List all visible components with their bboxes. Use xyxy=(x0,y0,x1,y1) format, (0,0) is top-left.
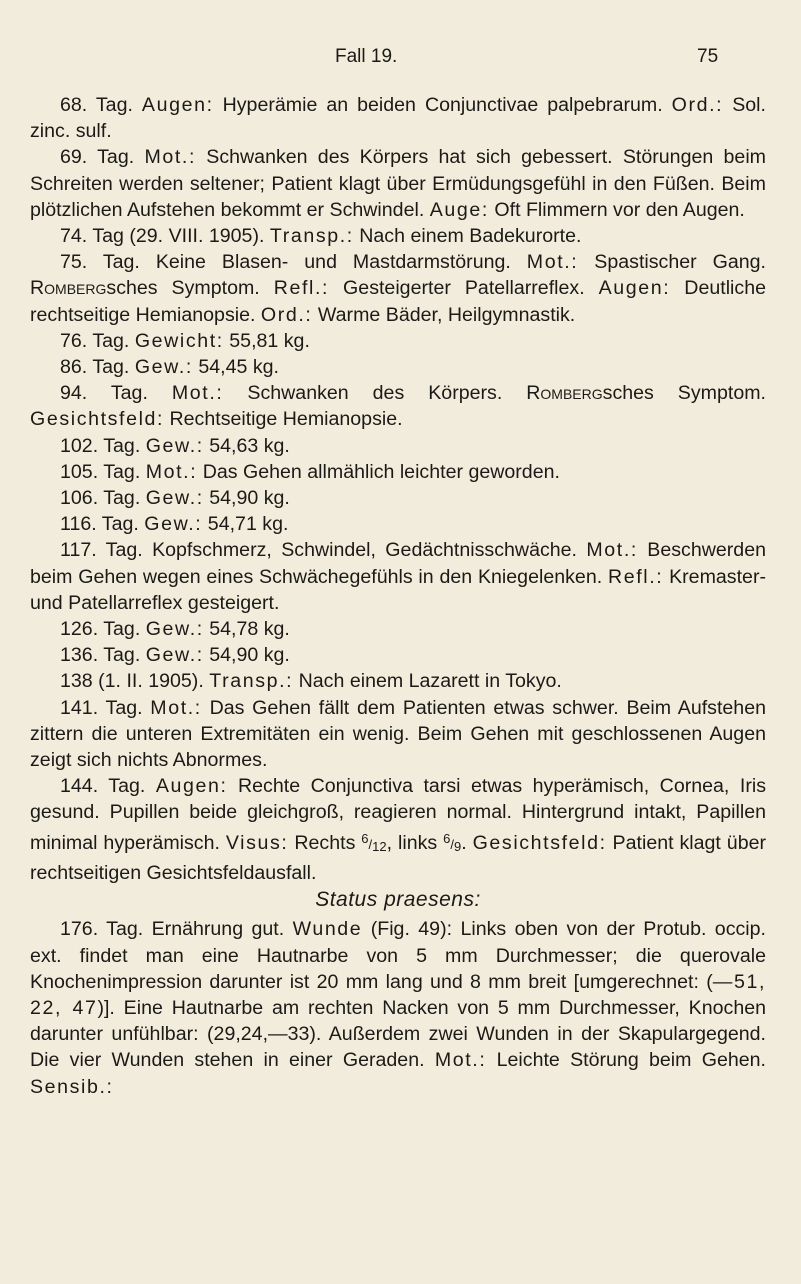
entry-day-126: 126. Tag. Gew.: 54,78 kg. xyxy=(60,618,290,641)
section-heading-status-praesens: Status praesens: xyxy=(315,888,481,912)
entry-day-75: 75. Tag. Keine Blasen- und Mastdarmstörung. Mot.: Spastischer Gang. Rombergsches Symptom. Refl.: Gesteigerter Patellarreflex. Augen: Deutliche rechtseitige Hemianopsie. Ord.: Warme Bäder, Heilgymnastik. xyxy=(30,251,766,326)
entry-day-141: 141. Tag. Mot.: Das Gehen fällt dem Patienten etwas schwer. Beim Aufstehen zittern die unteren Extremitäten ein wenig. Beim Gehen mit geschlossenen Augen zeigt sich nichts Abnormes. xyxy=(30,696,766,772)
visus-right-fraction: $^6/_{12}$ xyxy=(361,830,387,854)
entry-day-106: 106. Tag. Gew.: 54,90 kg. xyxy=(60,487,290,510)
entry-day-69: 69. Tag. Mot.: Schwanken des Körpers hat sich gebessert. Störungen beim Schreiten werden seltener; Patient klagt über Ermüdungsgefühl in den Füßen. Beim plötzlichen Aufstehen bekommt er Schwindel. Auge: Oft Flimmern vor den Augen. xyxy=(30,146,766,221)
entry-day-74: 74. Tag (29. VIII. 1905). Transp.: Nach einem Badekurorte. xyxy=(60,225,582,248)
running-head xyxy=(0,46,801,76)
page-number: 75 xyxy=(697,46,719,67)
entry-day-144: 144. Tag. Augen: Rechte Conjunctiva tarsi etwas hyperämisch, Cornea, Iris gesund. Pupillen beide gleichgroß, reagieren normal. Hintergrund intakt, Papillen minimal hyperämisch. Visus: Rechts $^6/_{12}$, links $^6/_9$. Gesichtsfeld: Patient klagt über rechtseitigen Gesichtsfeldausfall. xyxy=(30,775,767,884)
entry-day-68: 68. Tag. Augen: Hyperämie an beiden Conjunctivae palpebrarum. Ord.: Sol. zinc. sulf. xyxy=(30,94,766,143)
entry-day-176: 176. Tag. Ernährung gut. Wunde (Fig. 49): Links oben von der Protub. occip. ext. findet man eine Hautnarbe von 5 mm Durchmesser; die querovale Knochenimpression darunter ist 20 mm lang und 8 mm breit [umgerechnet: (—51, 22, 47)]. Eine Hautnarbe am rechten Nacken von 5 mm Durchmesser, Knochen darunter unfühlbar: (29,24,—33). Außerdem zwei Wunden in der Skapulargegend. Die vier Wunden stehen in einer Geraden. Mot.: Leichte Störung beim Gehen. Sensib.: xyxy=(30,918,767,1098)
entry-day-102: 102. Tag. Gew.: 54,63 kg. xyxy=(60,434,290,457)
visus-left-fraction: $^6/_9$ xyxy=(443,830,462,854)
entry-day-76: 76. Tag. Gewicht: 55,81 kg. xyxy=(60,329,310,352)
entry-day-116: 116. Tag. Gew.: 54,71 kg. xyxy=(60,513,289,536)
entry-day-86: 86. Tag. Gew.: 54,45 kg. xyxy=(60,356,279,379)
entry-day-117: 117. Tag. Kopfschmerz, Schwindel, Gedächtnisschwäche. Mot.: Beschwerden beim Gehen wegen eines Schwächegefühls in den Kniegelenken. Refl.: Kremaster- und Patellarreflex gesteigert. xyxy=(30,539,766,614)
entry-day-136: 136. Tag. Gew.: 54,90 kg. xyxy=(60,644,290,667)
running-head-title: Fall 19. xyxy=(335,46,398,67)
entry-day-138: 138 (1. II. 1905). Transp.: Nach einem Lazarett in Tokyo. xyxy=(60,670,562,693)
entry-day-105: 105. Tag. Mot.: Das Gehen allmählich leichter geworden. xyxy=(60,460,560,483)
entry-day-94: 94. Tag. Mot.: Schwanken des Körpers. Rombergsches Symptom. Gesichtsfeld: Rechtseitige Hemianopsie. xyxy=(30,382,766,431)
body-text xyxy=(30,92,766,1100)
